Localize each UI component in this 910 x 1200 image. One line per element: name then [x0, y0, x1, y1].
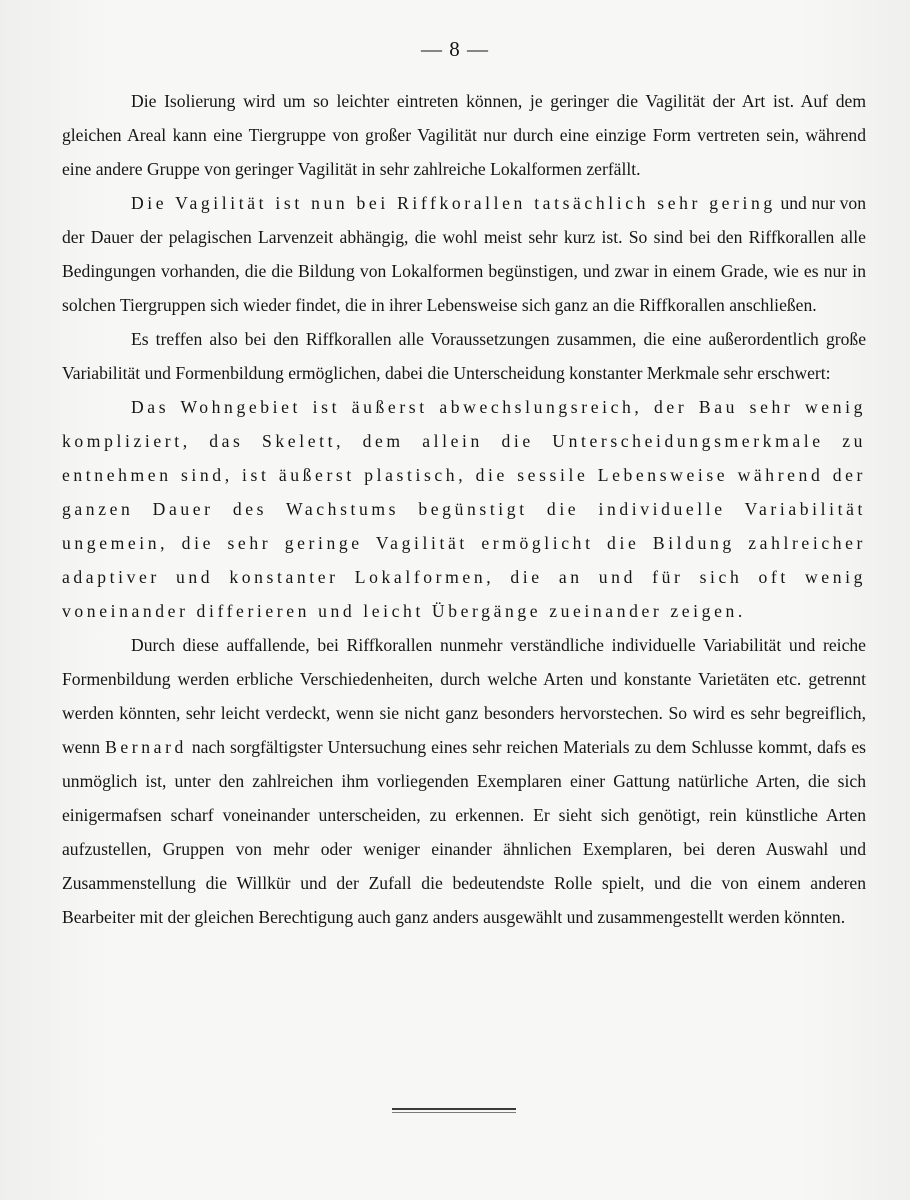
page-number: — 8 —	[421, 37, 489, 61]
paragraph-5-text-before: Durch diese auffallende, bei Riffkorallen nunmehr verständliche individuelle Variabilität und reiche Formenbildung werden erbliche Verschiedenheiten, durch welche Arten und konstante Varietäten etc. getrennt werden könnten, sehr leicht verdeckt, wenn sie nicht ganz besonders hervorstechen. So wird es sehr begreiflich, wenn	[62, 635, 866, 757]
section-divider	[392, 1108, 516, 1110]
paragraph-5	[62, 628, 866, 934]
author-name: Bernard	[105, 737, 187, 757]
paragraph-4: Das Wohngebiet ist äußerst abwechslungsreich, der Bau sehr wenig kompliziert, das Skelett, dem allein die Unterscheidungsmerkmale zu entnehmen sind, ist äußerst plastisch, die sessile Lebensweise während der ganzen Dauer des Wachstums begünstigt die individuelle Variabilität ungemein, die sehr geringe Vagilität ermöglicht die Bildung zahlreicher adaptiver und konstanter Lokalformen, die an und für sich oft wenig voneinander differieren und leicht Übergänge zueinander zeigen.	[62, 397, 866, 621]
paragraph-2-text: und nur von der Dauer der pelagischen Larvenzeit abhängig, die wohl meist sehr kurz ist. So sind bei den Riffkorallen alle Bedingungen vorhanden, die die Bildung von Lokalformen begünstigen, und zwar in einem Grade, wie es nur in solchen Tiergruppen sich wieder findet, die in ihrer Lebensweise sich ganz an die Riffkorallen anschließen.	[62, 193, 866, 315]
paragraph-5-text-after: nach sorgfältigster Untersuchung eines sehr reichen Materials zu dem Schlusse kommt, dafs es unmöglich ist, unter den zahlreichen ihm vorliegenden Exemplaren einer Gattung natürliche Arten, die sich einigermafsen scharf voneinander unterscheiden, zu erkennen. Er sieht sich genötigt, rein künstliche Arten aufzustellen, Gruppen von mehr oder weniger einander ähnlichen Exemplaren, bei deren Auswahl und Zusammenstellung die Willkür und der Zufall die bedeutendste Rolle spielt, und die von einem anderen Bearbeiter mit der gleichen Berechtigung auch ganz anders ausgewählt und zusammengestellt werden könnten.	[62, 737, 866, 927]
paragraph-2-emphasis: Die Vagilität ist nun bei Riffkorallen tatsächlich sehr gering	[131, 193, 776, 213]
body-text	[62, 84, 866, 934]
section-divider-thin	[392, 1112, 516, 1113]
paragraph-2	[62, 186, 866, 322]
paragraph-3: Es treffen also bei den Riffkorallen alle Voraussetzungen zusammen, die eine außerordentlich große Variabilität und Formenbildung ermöglichen, dabei die Unterscheidung konstanter Merkmale sehr erschwert:	[62, 329, 866, 383]
paragraph-1: Die Isolierung wird um so leichter eintreten können, je geringer die Vagilität der Art ist. Auf dem gleichen Areal kann eine Tiergruppe von großer Vagilität nur durch eine einzige Form vertreten sein, während eine andere Gruppe von geringer Vagilität in sehr zahlreiche Lokalformen zerfällt.	[62, 91, 866, 179]
